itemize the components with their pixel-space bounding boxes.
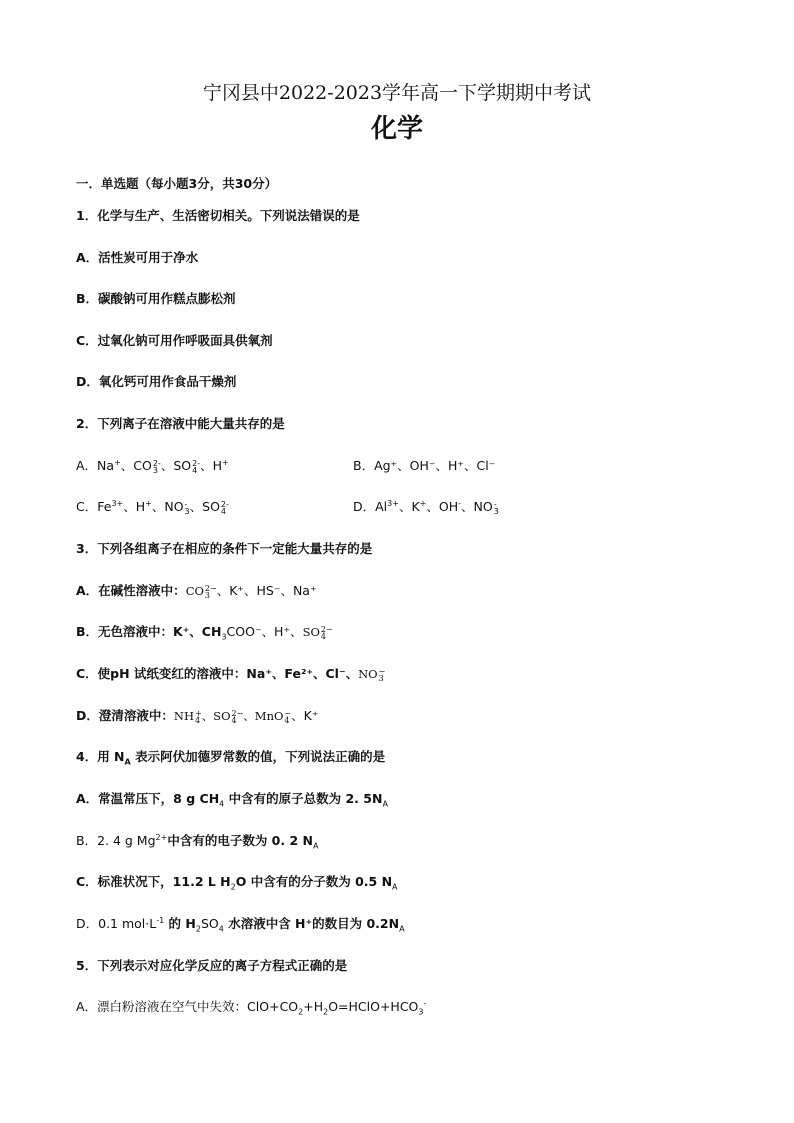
subject-title: 化学: [370, 114, 423, 144]
exam-title: 宁冈县中2022-2023学年高一下学期期中考试: [202, 82, 592, 104]
question-2-option-a: A．Na+、CO 2- 3 、SO 2- 4 、H+: [76, 457, 229, 475]
question-2-option-b: B．Ag⁺、OH⁻、H⁺、Cl⁻: [353, 458, 496, 473]
question-3-option-b: B．无色溶液中：K⁺、$CH_3COO^-$、H⁺、SO 2− 4: [76, 624, 333, 642]
question-2-option-c: C．$Fe^{3+}$、H+、NO - 3 、SO 2- 4: [76, 498, 229, 516]
question-3-option-c: C．使pH 试纸变红的溶液中：Na⁺、Fe²⁺、Cl⁻、NO − 3: [76, 666, 386, 683]
question-4-option-d: D．0.1 $mol\cdot L^{-1}$ 的 $H_2SO_4$ 水溶液中含 H⁺的数目为 $0.2N_A$: [76, 915, 405, 934]
question-4-stem: 4．用 $N_A$ 表示阿伏加德罗常数的值，下列说法正确的是: [76, 749, 386, 767]
question-1-stem: 1．化学与生产、生活密切相关。下列说法错误的是: [76, 208, 360, 223]
question-2-stem: 2．下列离子在溶液中能大量共存的是: [76, 416, 285, 431]
question-1-option-d: D．氧化钙可用作食品干燥剂: [76, 374, 237, 389]
question-1-option-a: A．活性炭可用于净水: [76, 250, 199, 265]
question-4-option-c: C．标准状况下，11.2 L $H_2O$ 中含有的分子数为 0.5 $N_A$: [76, 874, 398, 892]
question-5-stem: 5．下列表示对应化学反应的离子方程式正确的是: [76, 958, 348, 973]
question-3-option-d: D．澄清溶液中：NH + 4 、SO 2− 4 、MnO − 4 、K⁺: [76, 708, 319, 725]
question-1-option-c: C．过氧化钠可用作呼吸面具供氧剂: [76, 333, 273, 348]
question-4-option-b: B．2. 4 g $Mg^{2+}$中含有的电子数为 0. 2 $N_A$: [76, 832, 319, 851]
question-3-option-a: A．在碱性溶液中：CO 2− 3 、K⁺、HS⁻、Na⁺: [76, 583, 317, 600]
question-2-option-d: D．$Al^{3+}$、K+、OH-、NO - 3: [353, 498, 499, 516]
question-1-option-b: B．碳酸钠可用作糕点膨松剂: [76, 291, 236, 306]
question-5-option-a: A．漂白粉溶液在空气中失效：$ClO+CO_2+H_2O=HClO+HCO_3^-$: [76, 998, 427, 1017]
question-4-option-a: A．常温常压下，8 g $CH_4$ 中含有的原子总数为 2. $5N_A$: [76, 791, 388, 809]
question-3-stem: 3．下列各组离子在相应的条件下一定能大量共存的是: [76, 541, 373, 556]
section-heading: 一．单选题（每小题3分，共30分）: [76, 176, 278, 191]
